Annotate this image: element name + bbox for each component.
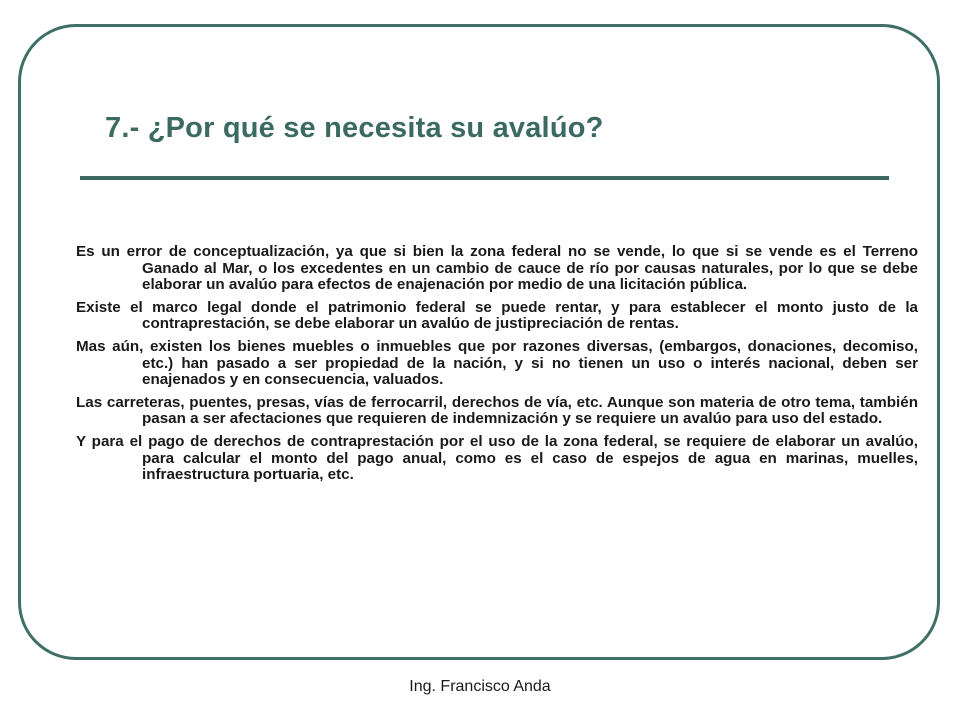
paragraph-contraprestacion: Y para el pago de derechos de contraprestación por el uso de la zona federal, se requiere de elaborar un avalúo, para calcular el monto del pago anual, como es el caso de espejos de agua en marinas, muelles, infraestructura portuaria, etc. xyxy=(76,432,918,484)
slide-body xyxy=(76,244,918,490)
paragraph-enajenacion: Es un error de conceptualización, ya que si bien la zona federal no se vende, lo que si se vende es el Terreno Ganado al Mar, o los excedentes en un cambio de cauce de río por causas naturales, por lo que se debe elaborar un avalúo para efectos de enajenación por medio de una licitación pública. xyxy=(76,243,918,294)
title-underline xyxy=(80,176,889,180)
paragraph-infraestructura: Las carreteras, puentes, presas, vías de ferrocarril, derechos de vía, etc. Aunque son materia de otro tema, también pasan a ser afectaciones que requieren de indemnización y se requiere un avalúo para uso del estado. xyxy=(76,393,918,428)
slide-title: 7.- ¿Por qué se necesita su avalúo? xyxy=(105,112,604,144)
paragraph-bienes-nacion: Mas aún, existen los bienes muebles o inmuebles que por razones diversas, (embargos, donaciones, decomiso, etc.) han pasado a ser propiedad de la nación, y si no tienen un uso o interés nacional, deben ser enajenados y en consecuencia, valuados. xyxy=(76,337,918,389)
footer-author: Ing. Francisco Anda xyxy=(409,678,551,695)
paragraph-renta: Existe el marco legal donde el patrimonio federal se puede rentar, y para establecer el monto justo de la contraprestación, se debe elaborar un avalúo de justipreciación de rentas. xyxy=(76,298,918,333)
